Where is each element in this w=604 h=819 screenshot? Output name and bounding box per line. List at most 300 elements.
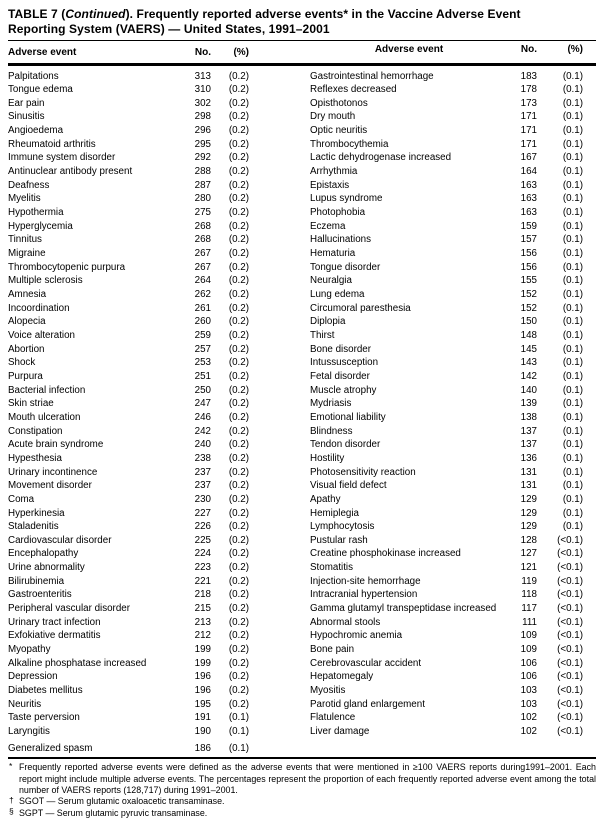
event-cell: Gastroenteritis xyxy=(8,589,72,601)
event-cell: Visual field defect xyxy=(310,480,387,492)
percent-cell: (0.2) xyxy=(228,70,249,82)
table-row xyxy=(8,588,300,602)
count-cell: 190 xyxy=(194,726,211,737)
event-cell: Diabetes mellitus xyxy=(8,685,83,697)
table-left-column xyxy=(8,70,300,756)
count-cell: 213 xyxy=(194,616,211,628)
header-row-left xyxy=(8,46,300,60)
count-cell: 183 xyxy=(520,70,537,82)
event-cell: Cardiovascular disorder xyxy=(8,534,112,546)
event-cell: Bone disorder xyxy=(310,343,371,355)
header-no-left: No. xyxy=(194,47,211,58)
percent-cell: (0.1) xyxy=(562,179,583,191)
table-row xyxy=(310,684,604,698)
table-row xyxy=(8,192,300,206)
event-cell: Stomatitis xyxy=(310,562,354,574)
count-cell: 215 xyxy=(194,603,211,615)
count-cell: 148 xyxy=(520,329,537,341)
table-row xyxy=(310,192,604,206)
event-cell: Alopecia xyxy=(8,316,46,328)
percent-cell: (<0.1) xyxy=(557,562,583,574)
percent-cell: (0.1) xyxy=(562,138,583,150)
table-row xyxy=(310,329,604,343)
percent-cell: (0.2) xyxy=(228,534,249,546)
count-cell: 129 xyxy=(520,507,537,519)
percent-cell: (0.2) xyxy=(228,329,249,341)
percent-cell: (0.1) xyxy=(562,370,583,382)
table-row xyxy=(8,110,300,124)
count-cell: 230 xyxy=(194,493,211,505)
percent-cell: (0.1) xyxy=(562,248,583,260)
percent-cell: (0.1) xyxy=(562,234,583,246)
percent-cell: (0.1) xyxy=(562,84,583,96)
percent-cell: (0.2) xyxy=(228,630,249,642)
table-row xyxy=(310,179,604,193)
event-cell: Generalized spasm xyxy=(8,742,93,754)
count-cell: 302 xyxy=(194,97,211,109)
table-row xyxy=(310,124,604,138)
event-cell: Creatine phosphokinase increased xyxy=(310,548,461,560)
table-row xyxy=(8,657,300,671)
event-cell: Ear pain xyxy=(8,97,45,109)
event-cell: Deafness xyxy=(8,179,50,191)
footnote-sgpt-text: SGPT — Serum glutamic pyruvic transaminase. xyxy=(19,807,208,818)
table-row xyxy=(8,452,300,466)
event-cell: Opisthotonos xyxy=(310,97,368,109)
event-cell: Shock xyxy=(8,357,36,369)
table-row xyxy=(310,302,604,316)
table-row xyxy=(8,329,300,343)
event-cell: Diplopia xyxy=(310,316,346,328)
count-cell: 292 xyxy=(194,152,211,164)
event-cell: Staladenitis xyxy=(8,521,59,533)
table-row xyxy=(8,411,300,425)
table-row xyxy=(310,274,604,288)
percent-cell: (<0.1) xyxy=(557,589,583,601)
count-cell: 237 xyxy=(194,466,211,478)
table-row xyxy=(310,343,604,357)
percent-cell: (0.2) xyxy=(228,138,249,150)
event-cell: Blindness xyxy=(310,425,353,437)
event-cell: Urine abnormality xyxy=(8,562,85,574)
event-cell: Bilirubinemia xyxy=(8,575,65,587)
event-cell: Thrombocythemia xyxy=(310,138,389,150)
count-cell: 167 xyxy=(520,152,537,164)
count-cell: 109 xyxy=(520,644,537,656)
table-row xyxy=(310,466,604,480)
event-cell: Pustular rash xyxy=(310,534,368,546)
event-cell: Depression xyxy=(8,671,58,683)
percent-cell: (0.2) xyxy=(228,616,249,628)
table-row xyxy=(8,493,300,507)
table-title-prefix: TABLE 7 ( xyxy=(8,7,66,21)
table-row xyxy=(8,343,300,357)
table-row xyxy=(8,725,300,739)
header-no-right: No. xyxy=(520,44,537,55)
percent-cell: (0.1) xyxy=(562,97,583,109)
table-row xyxy=(8,397,300,411)
count-cell: 196 xyxy=(194,671,211,683)
percent-cell: (0.2) xyxy=(228,384,249,396)
table-header xyxy=(8,41,596,63)
percent-cell: (0.2) xyxy=(228,589,249,601)
table-row xyxy=(8,274,300,288)
event-cell: Hypothermia xyxy=(8,207,64,219)
event-cell: Tendon disorder xyxy=(310,439,381,451)
event-cell: Liver damage xyxy=(310,726,370,737)
event-cell: Tongue edema xyxy=(8,84,73,96)
header-pct-right: (%) xyxy=(567,44,583,55)
percent-cell: (0.1) xyxy=(562,302,583,314)
count-cell: 164 xyxy=(520,166,537,178)
event-cell: Muscle atrophy xyxy=(310,384,377,396)
percent-cell: (0.2) xyxy=(228,220,249,232)
event-cell: Lung edema xyxy=(310,289,365,300)
header-adverse-event-right: Adverse event xyxy=(374,44,444,55)
count-cell: 121 xyxy=(520,562,537,574)
table-row xyxy=(310,288,604,302)
count-cell: 118 xyxy=(521,589,537,601)
table-row xyxy=(8,70,300,84)
count-cell: 127 xyxy=(520,548,537,560)
count-cell: 242 xyxy=(194,425,211,437)
percent-cell: (0.2) xyxy=(228,698,249,710)
table-row xyxy=(310,602,604,616)
table-row xyxy=(8,629,300,643)
event-cell: Bone pain xyxy=(310,644,355,656)
count-cell: 156 xyxy=(520,261,537,273)
table-title-line1: ). Frequently reported adverse events* in the Vaccine Adverse Event xyxy=(125,7,521,21)
footnote-sgpt xyxy=(8,808,596,819)
table-row xyxy=(8,138,300,152)
count-cell: 195 xyxy=(194,698,211,710)
percent-cell: (0.2) xyxy=(228,343,249,355)
event-cell: Palpitations xyxy=(8,70,59,82)
table-row xyxy=(310,315,604,329)
count-cell: 261 xyxy=(194,302,211,314)
event-cell: Purpura xyxy=(8,370,43,382)
event-cell: Hematuria xyxy=(310,248,356,260)
count-cell: 163 xyxy=(520,207,537,219)
table-row xyxy=(310,643,604,657)
percent-cell: (0.1) xyxy=(562,439,583,451)
count-cell: 186 xyxy=(194,742,211,754)
count-cell: 259 xyxy=(194,329,211,341)
table-row xyxy=(8,547,300,561)
footnote-definition-text: Frequently reported adverse events were defined as the adverse events that were mentioned in ≥100 VAERS reports during1991–2001. Each report might include multiple adverse events. The percentages represent the proportion of each frequently reported adverse event among the total number of VAERS reports (128,717) during 1991–2001. xyxy=(19,762,596,795)
percent-cell: (0.2) xyxy=(228,562,249,574)
percent-cell: (0.2) xyxy=(228,248,249,260)
header-adverse-event-left: Adverse event xyxy=(8,47,77,58)
count-cell: 119 xyxy=(521,575,537,587)
table-row xyxy=(310,384,604,398)
percent-cell: (<0.1) xyxy=(557,630,583,642)
percent-cell: (<0.1) xyxy=(557,726,583,737)
count-cell: 103 xyxy=(520,698,537,710)
percent-cell: (0.1) xyxy=(562,220,583,232)
count-cell: 298 xyxy=(194,111,211,123)
event-cell: Mouth ulceration xyxy=(8,411,81,423)
table-row xyxy=(8,575,300,589)
event-cell: Lactic dehydrogenase increased xyxy=(310,152,452,164)
event-cell: Hemiplegia xyxy=(310,507,360,519)
percent-cell: (0.2) xyxy=(228,548,249,560)
percent-cell: (0.1) xyxy=(562,343,583,355)
percent-cell: (<0.1) xyxy=(557,685,583,697)
percent-cell: (0.2) xyxy=(228,603,249,615)
table-row xyxy=(310,479,604,493)
table-row xyxy=(8,315,300,329)
percent-cell: (0.2) xyxy=(228,411,249,423)
percent-cell: (0.2) xyxy=(228,398,249,410)
percent-cell: (0.2) xyxy=(228,685,249,697)
percent-cell: (0.2) xyxy=(228,370,249,382)
count-cell: 267 xyxy=(194,261,211,273)
table-row xyxy=(8,247,300,261)
count-cell: 137 xyxy=(520,425,537,437)
percent-cell: (0.2) xyxy=(228,261,249,273)
table-row xyxy=(8,698,300,712)
event-cell: Tongue disorder xyxy=(310,261,381,273)
count-cell: 159 xyxy=(520,220,537,232)
count-cell: 275 xyxy=(194,207,211,219)
table-right-column xyxy=(310,70,604,756)
count-cell: 199 xyxy=(194,644,211,656)
table-row xyxy=(8,220,300,234)
count-cell: 173 xyxy=(520,97,537,109)
event-cell: Acute brain syndrome xyxy=(8,439,104,451)
event-cell: Thrombocytopenic purpura xyxy=(8,261,126,273)
event-cell: Arrhythmia xyxy=(310,166,358,178)
event-cell: Circumoral paresthesia xyxy=(310,302,411,314)
event-cell: Movement disorder xyxy=(8,480,92,492)
count-cell: 226 xyxy=(194,521,211,533)
percent-cell: (0.1) xyxy=(562,521,583,533)
percent-cell: (0.1) xyxy=(562,166,583,178)
table-row xyxy=(310,83,604,97)
event-cell: Myelitis xyxy=(8,193,41,205)
table-row xyxy=(8,83,300,97)
table-row xyxy=(8,124,300,138)
percent-cell: (0.2) xyxy=(228,425,249,437)
percent-cell: (<0.1) xyxy=(557,534,583,546)
event-cell: Encephalopathy xyxy=(8,548,79,560)
footnotes xyxy=(8,762,596,818)
event-cell: Exfokiative dermatitis xyxy=(8,630,101,642)
event-cell: Intussusception xyxy=(310,357,379,369)
percent-cell: (0.1) xyxy=(562,289,583,300)
percent-cell: (0.1) xyxy=(562,384,583,396)
event-cell: Lupus syndrome xyxy=(310,193,383,205)
header-row-right xyxy=(310,43,604,57)
table-row xyxy=(310,261,604,275)
percent-cell: (0.2) xyxy=(228,480,249,492)
table-bottom-divider xyxy=(8,757,596,759)
table-row xyxy=(8,616,300,630)
count-cell: 140 xyxy=(520,384,537,396)
count-cell: 156 xyxy=(520,248,537,260)
table-row xyxy=(8,179,300,193)
percent-cell: (0.1) xyxy=(562,125,583,137)
table-row xyxy=(8,684,300,698)
percent-cell: (0.1) xyxy=(228,742,249,754)
event-cell: Neuritis xyxy=(8,698,42,710)
count-cell: 117 xyxy=(521,603,537,615)
count-cell: 131 xyxy=(520,480,537,492)
count-cell: 225 xyxy=(194,534,211,546)
table-row xyxy=(310,670,604,684)
percent-cell: (0.2) xyxy=(228,289,249,300)
event-cell: Thirst xyxy=(310,329,335,341)
table-row xyxy=(310,233,604,247)
event-cell: Parotid gland enlargement xyxy=(310,698,425,710)
event-cell: Hostility xyxy=(310,452,345,464)
percent-cell: (0.2) xyxy=(228,166,249,178)
event-cell: Incoordination xyxy=(8,302,70,314)
count-cell: 138 xyxy=(520,411,537,423)
percent-cell: (0.1) xyxy=(228,712,249,724)
event-cell: Abnormal stools xyxy=(310,616,381,628)
count-cell: 145 xyxy=(520,343,537,355)
count-cell: 136 xyxy=(520,452,537,464)
count-cell: 296 xyxy=(194,125,211,137)
event-cell: Flatulence xyxy=(310,712,356,724)
table-row xyxy=(8,643,300,657)
footnote-definition xyxy=(8,762,596,796)
count-cell: 260 xyxy=(194,316,211,328)
percent-cell: (<0.1) xyxy=(557,644,583,656)
event-cell: Taste perversion xyxy=(8,712,80,724)
event-cell: Tinnitus xyxy=(8,234,42,246)
table-row xyxy=(8,261,300,275)
count-cell: 109 xyxy=(520,630,537,642)
count-cell: 288 xyxy=(194,166,211,178)
event-cell: Bacterial infection xyxy=(8,384,86,396)
count-cell: 224 xyxy=(194,548,211,560)
event-cell: Amnesia xyxy=(8,289,47,300)
event-cell: Angioedema xyxy=(8,125,64,137)
count-cell: 250 xyxy=(194,384,211,396)
table-row xyxy=(310,452,604,466)
count-cell: 280 xyxy=(194,193,211,205)
percent-cell: (<0.1) xyxy=(557,616,583,628)
percent-cell: (0.1) xyxy=(562,425,583,437)
count-cell: 129 xyxy=(520,521,537,533)
table-row xyxy=(310,110,604,124)
count-cell: 150 xyxy=(520,316,537,328)
percent-cell: (0.1) xyxy=(562,152,583,164)
table-row xyxy=(8,302,300,316)
table-row xyxy=(8,561,300,575)
table-row xyxy=(310,97,604,111)
count-cell: 212 xyxy=(194,630,211,642)
percent-cell: (0.1) xyxy=(562,507,583,519)
event-cell: Gastrointestinal hemorrhage xyxy=(310,70,434,82)
table-row xyxy=(310,206,604,220)
count-cell: 237 xyxy=(194,480,211,492)
table-row xyxy=(8,742,300,756)
event-cell: Reflexes decreased xyxy=(310,84,397,96)
table-row xyxy=(8,356,300,370)
footnote-sgot-text: SGOT — Serum glutamic oxaloacetic transaminase. xyxy=(19,796,225,807)
count-cell: 221 xyxy=(194,575,211,587)
count-cell: 142 xyxy=(520,370,537,382)
event-cell: Photophobia xyxy=(310,207,366,219)
percent-cell: (0.2) xyxy=(228,657,249,669)
percent-cell: (0.1) xyxy=(562,70,583,82)
table-row xyxy=(8,438,300,452)
percent-cell: (0.2) xyxy=(228,521,249,533)
count-cell: 264 xyxy=(194,275,211,287)
adverse-events-table xyxy=(8,66,596,756)
table-row xyxy=(8,384,300,398)
percent-cell: (0.1) xyxy=(562,207,583,219)
percent-cell: (<0.1) xyxy=(557,657,583,669)
event-cell: Apathy xyxy=(310,493,341,505)
table-row xyxy=(8,466,300,480)
footnote-sgot xyxy=(8,796,596,807)
percent-cell: (0.1) xyxy=(562,452,583,464)
table-row xyxy=(8,370,300,384)
table-row xyxy=(310,70,604,84)
table-row xyxy=(8,233,300,247)
event-cell: Rheumatoid arthritis xyxy=(8,138,96,150)
percent-cell: (0.1) xyxy=(562,193,583,205)
count-cell: 246 xyxy=(194,411,211,423)
event-cell: Hyperkinesia xyxy=(8,507,65,519)
event-cell: Epistaxis xyxy=(310,179,350,191)
event-cell: Coma xyxy=(8,493,35,505)
event-cell: Neuralgia xyxy=(310,275,352,287)
count-cell: 171 xyxy=(520,125,537,137)
event-cell: Hepatomegaly xyxy=(310,671,374,683)
event-cell: Laryngitis xyxy=(8,726,50,737)
count-cell: 103 xyxy=(520,685,537,697)
percent-cell: (0.2) xyxy=(228,152,249,164)
count-cell: 163 xyxy=(520,193,537,205)
count-cell: 227 xyxy=(194,507,211,519)
percent-cell: (<0.1) xyxy=(557,698,583,710)
event-cell: Fetal disorder xyxy=(310,370,370,382)
percent-cell: (0.2) xyxy=(228,316,249,328)
table-row xyxy=(8,165,300,179)
count-cell: 223 xyxy=(194,562,211,574)
percent-cell: (0.1) xyxy=(562,357,583,369)
count-cell: 171 xyxy=(520,138,537,150)
percent-cell: (0.2) xyxy=(228,357,249,369)
count-cell: 152 xyxy=(520,302,537,314)
event-cell: Immune system disorder xyxy=(8,152,116,164)
count-cell: 157 xyxy=(520,234,537,246)
event-cell: Photosensitivity reaction xyxy=(310,466,416,478)
table-row xyxy=(310,616,604,630)
count-cell: 199 xyxy=(194,657,211,669)
table-row xyxy=(310,534,604,548)
percent-cell: (0.2) xyxy=(228,97,249,109)
percent-cell: (<0.1) xyxy=(557,671,583,683)
count-cell: 152 xyxy=(520,289,537,300)
table-row xyxy=(8,534,300,548)
percent-cell: (0.1) xyxy=(562,329,583,341)
table-row xyxy=(310,247,604,261)
percent-cell: (0.2) xyxy=(228,207,249,219)
count-cell: 102 xyxy=(520,712,537,724)
table-title xyxy=(8,7,596,37)
event-cell: Eczema xyxy=(310,220,346,232)
percent-cell: (0.2) xyxy=(228,84,249,96)
percent-cell: (0.1) xyxy=(562,261,583,273)
event-cell: Hypochromic anemia xyxy=(310,630,403,642)
